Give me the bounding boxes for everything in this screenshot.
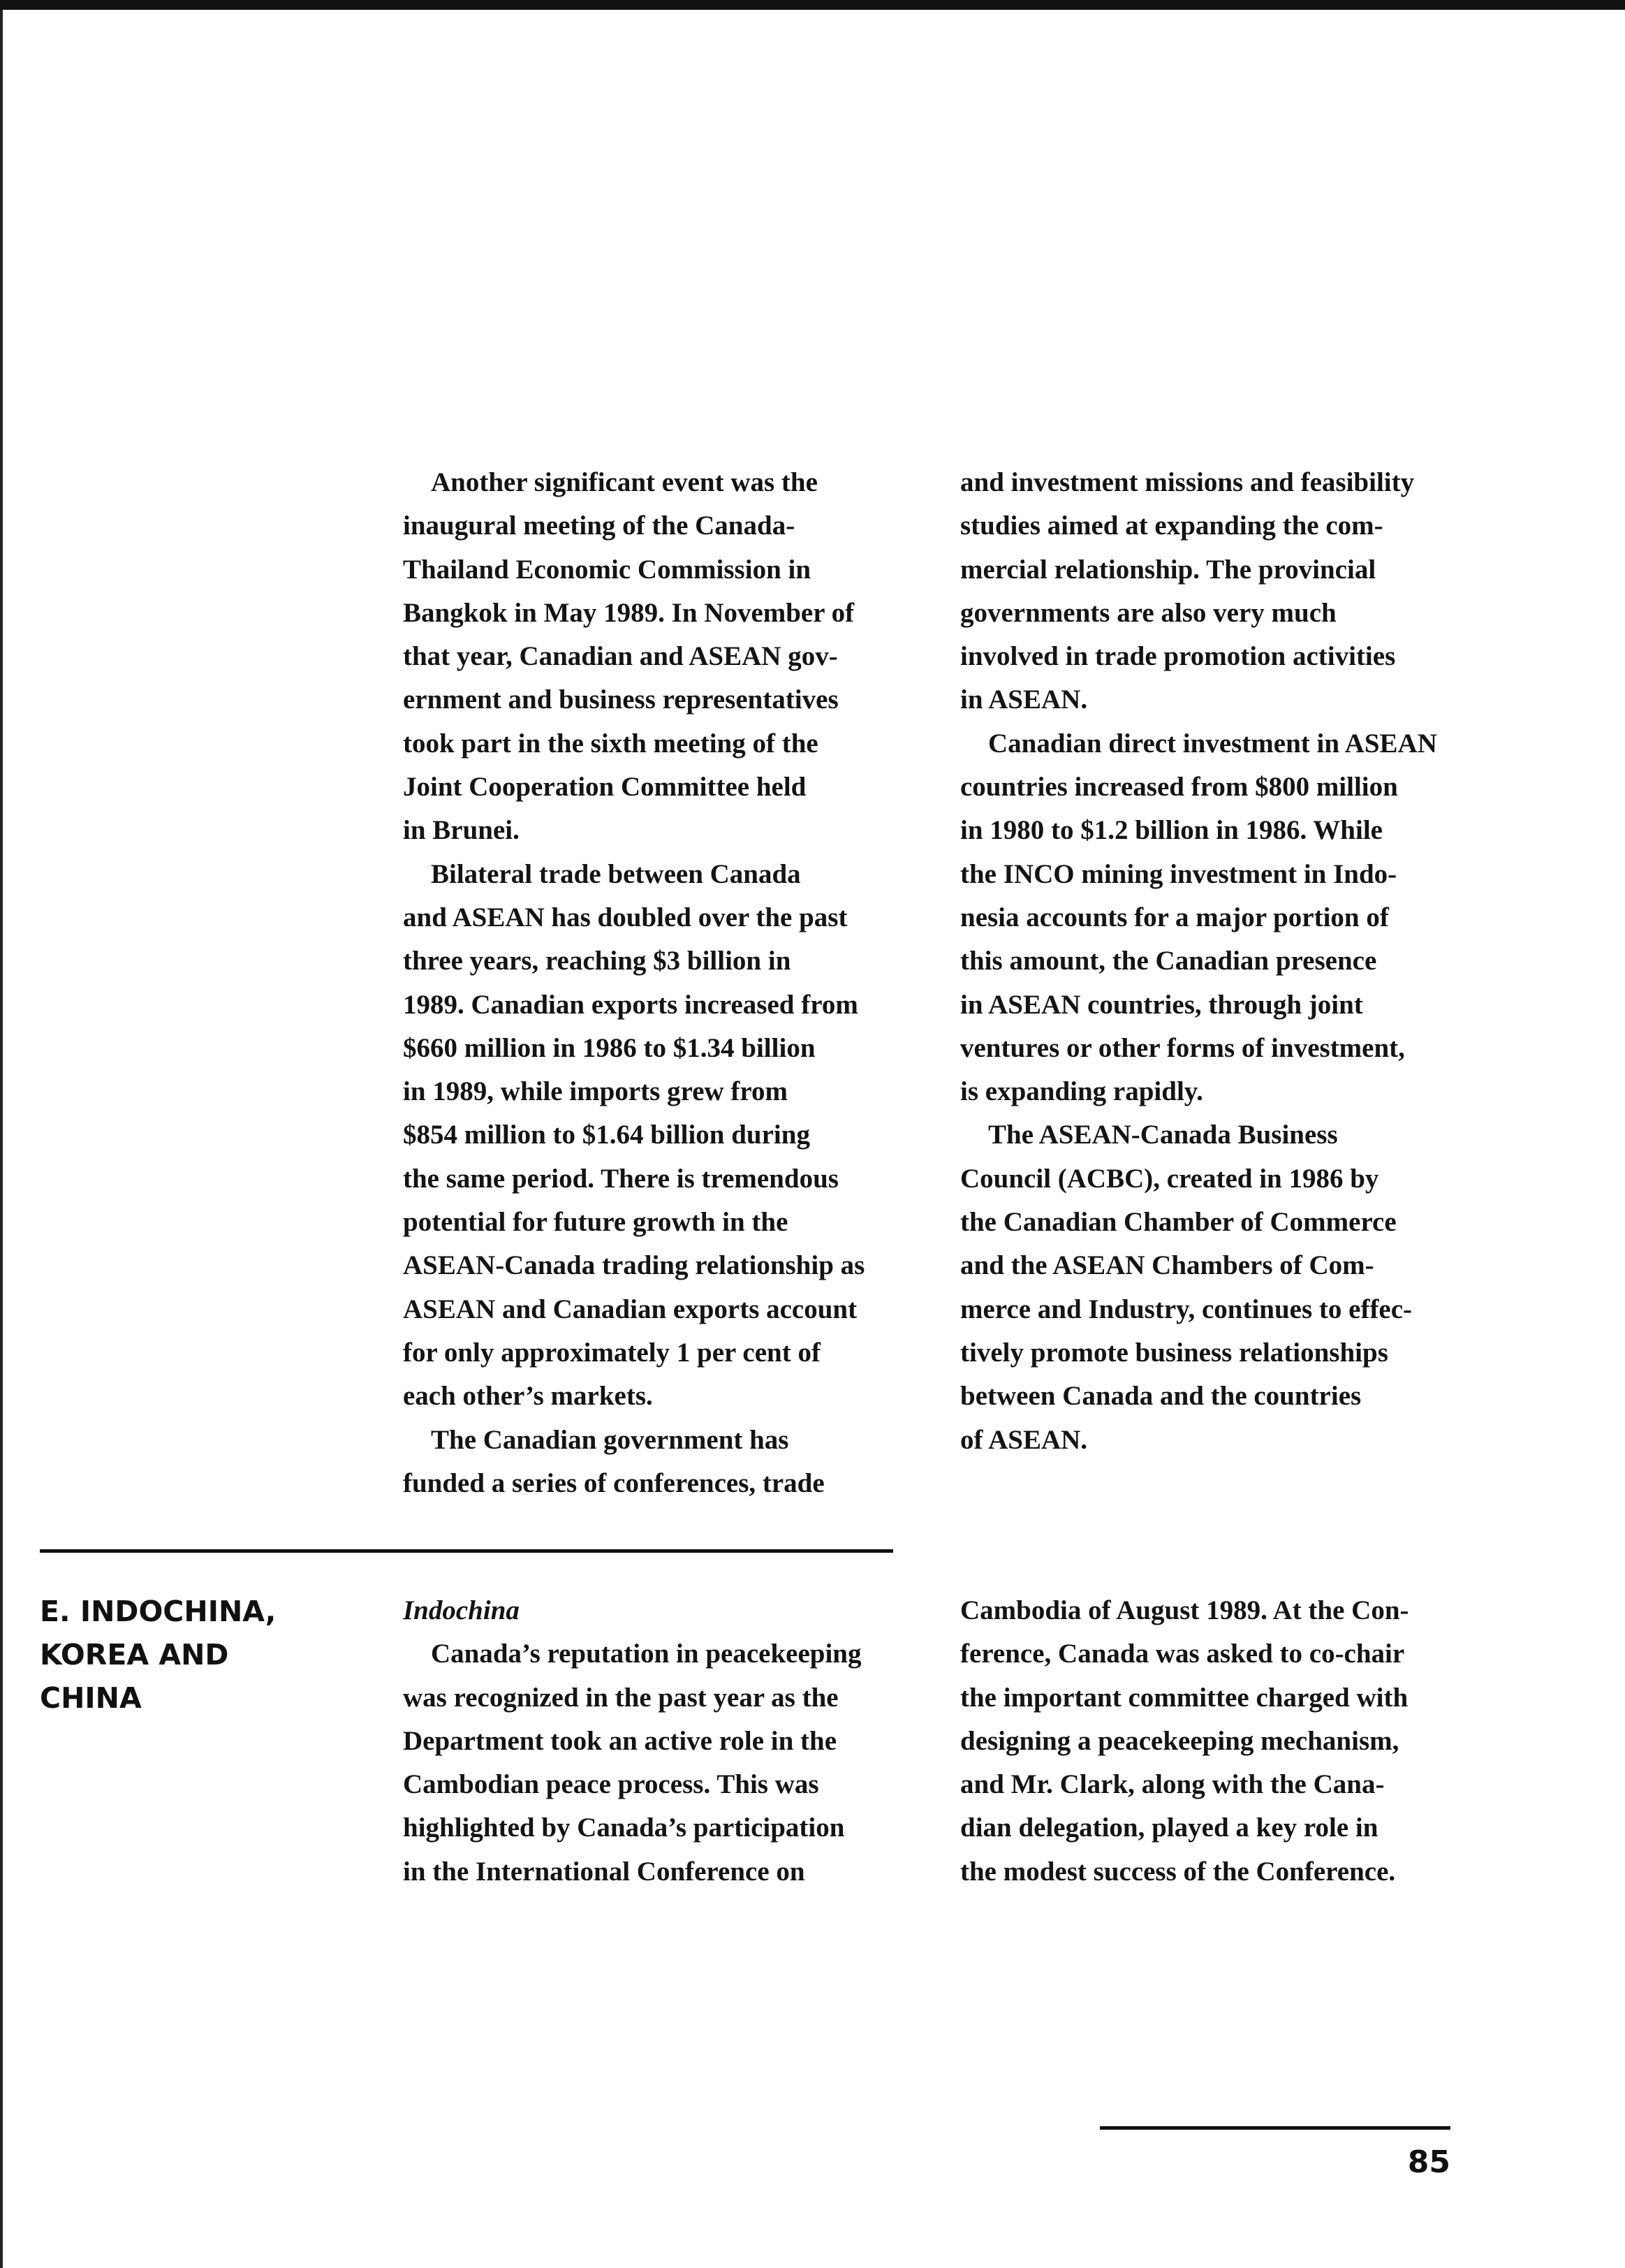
text-line: Cambodia of August 1989. At the Con- [960,1595,1409,1625]
text-line: designing a peacekeeping mechanism, [960,1725,1399,1756]
text-line: 1989. Canadian exports increased from [403,989,858,1020]
text-line: the modest success of the Conference. [960,1856,1396,1887]
page-number: 85 [1407,2144,1450,2180]
top-border-rule [0,0,1625,10]
section-heading-line: KOREA AND [40,1638,229,1671]
text-line: funded a series of conferences, trade [403,1468,825,1498]
text-line: the Canadian Chamber of Commerce [960,1207,1397,1238]
text-line: in 1980 to $1.2 billion in 1986. While [960,815,1383,846]
text-line: ASEAN-Canada trading relationship as [403,1250,865,1281]
text-line: and the ASEAN Chambers of Com- [960,1250,1374,1281]
text-line: ASEAN and Canadian exports account [403,1294,858,1324]
text-line: and Mr. Clark, along with the Cana- [960,1769,1385,1800]
section-column-right [960,1589,1459,1894]
text-line: ference, Canada was asked to co-chair [960,1639,1405,1669]
text-line: in 1989, while imports grew from [403,1076,788,1107]
section-heading-line: CHINA [40,1681,142,1715]
text-line: involved in trade promotion activities [960,641,1396,672]
text-line: between Canada and the countries [960,1381,1362,1412]
text-line: Bangkok in May 1989. In November of [403,597,855,628]
text-line: in Brunei. [403,815,520,846]
text-line: took part in the sixth meeting of the [403,728,818,759]
text-line: dian delegation, played a key role in [960,1813,1378,1843]
text-line: merce and Industry, continues to effec- [960,1294,1413,1324]
text-line: Department took an active role in the [403,1725,837,1756]
text-line: of ASEAN. [960,1424,1088,1455]
left-edge-rule [0,10,3,2268]
text-line: is expanding rapidly. [960,1076,1203,1107]
text-line: Canada’s reputation in peacekeeping [431,1639,862,1669]
text-line: each other’s markets. [403,1381,653,1412]
section-heading [40,1590,276,1720]
text-line: tively promote business relationships [960,1337,1388,1368]
upper-column-left [403,461,895,1505]
text-line: Thailand Economic Commission in [403,554,811,585]
text-line: The Canadian government has [431,1424,789,1455]
text-line: The ASEAN-Canada Business [988,1120,1338,1150]
text-line: Council (ACBC), created in 1986 by [960,1163,1379,1194]
text-line: studies aimed at expanding the com- [960,511,1383,541]
text-line: the INCO mining investment in Indo- [960,858,1397,889]
text-line: the important committee charged with [960,1682,1409,1713]
text-line: Bilateral trade between Canada [431,858,801,889]
text-line: was recognized in the past year as the [403,1682,839,1713]
upper-column-right [960,461,1459,1462]
text-line: ventures or other forms of investment, [960,1032,1405,1063]
text-line: mercial relationship. The provincial [960,554,1376,585]
text-line: $660 million in 1986 to $1.34 billion [403,1032,816,1063]
text-line: Another significant event was the [431,467,818,497]
text-line: ernment and business representatives [403,685,839,715]
text-line: and investment missions and feasibility [960,467,1415,497]
footer-rule [1100,2126,1450,2130]
text-line: in ASEAN. [960,685,1088,715]
text-line: for only approximately 1 per cent of [403,1337,821,1368]
text-line: $854 million to $1.64 billion during [403,1120,810,1150]
text-line: inaugural meeting of the Canada- [403,511,795,541]
subheading-indochina: Indochina [403,1595,520,1625]
text-line: the same period. There is tremendous [403,1163,839,1194]
text-line: potential for future growth in the [403,1207,788,1238]
text-line: governments are also very much [960,597,1337,628]
text-line: Joint Cooperation Committee held [403,772,807,803]
text-line: in ASEAN countries, through joint [960,989,1363,1020]
text-line: three years, reaching $3 billion in [403,946,791,976]
text-line: this amount, the Canadian presence [960,946,1377,976]
section-heading-line: E. INDOCHINA, [40,1595,277,1628]
section-divider-rule [40,1549,893,1553]
text-line: in the International Conference on [403,1856,805,1887]
text-line: Cambodian peace process. This was [403,1769,819,1800]
section-column-left [403,1589,895,1894]
text-line: that year, Canadian and ASEAN gov- [403,641,838,672]
text-line: highlighted by Canada’s participation [403,1813,845,1843]
text-line: and ASEAN has doubled over the past [403,902,848,932]
text-line: Canadian direct investment in ASEAN [988,728,1437,759]
text-line: countries increased from $800 million [960,772,1398,803]
text-line: nesia accounts for a major portion of [960,902,1389,932]
